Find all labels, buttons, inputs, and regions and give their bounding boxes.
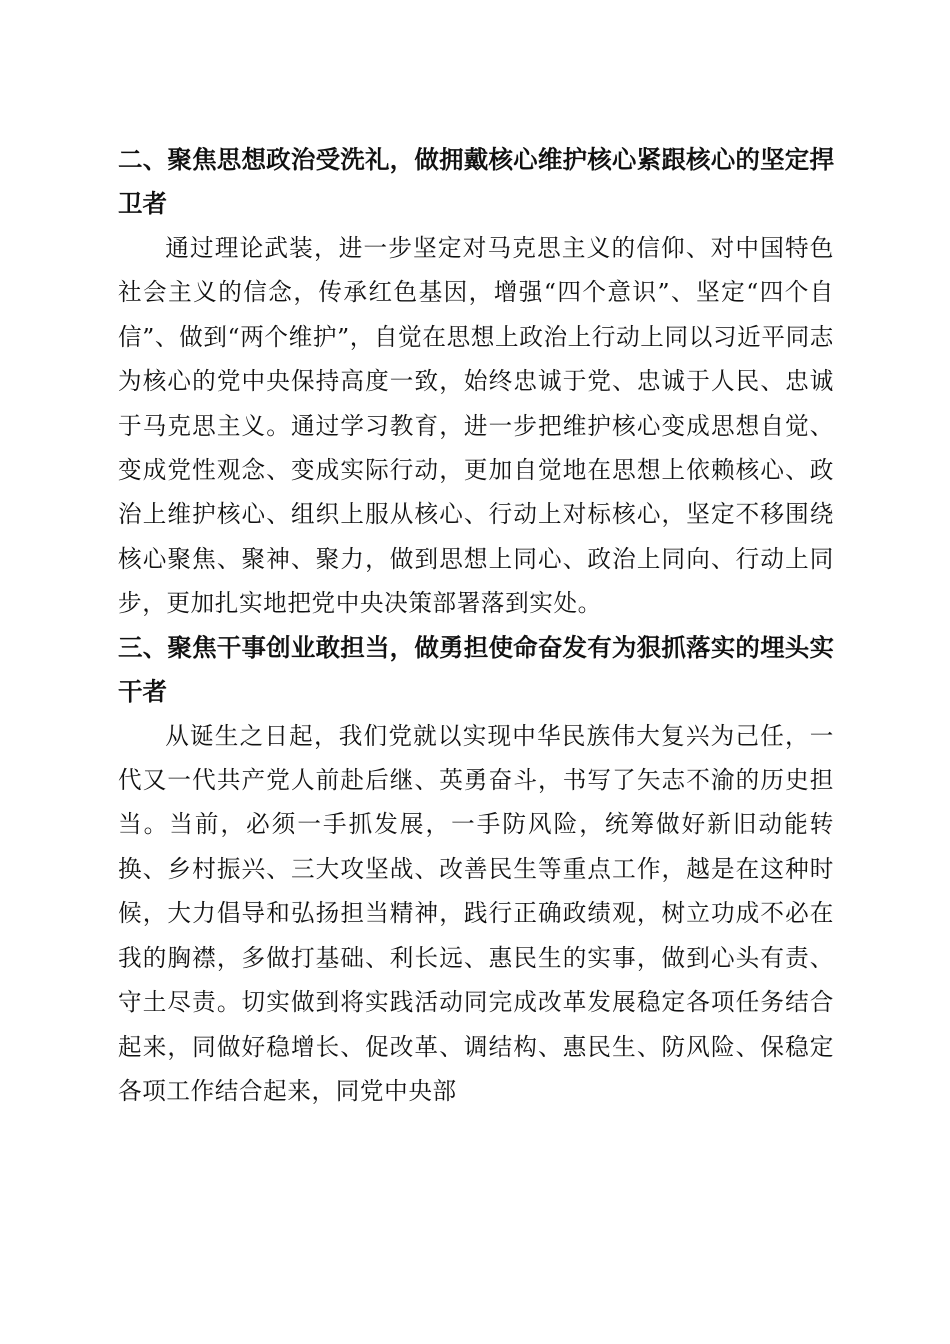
section-three	[118, 626, 834, 1114]
document-page	[118, 138, 834, 1113]
section-two-heading: 二、聚焦思想政治受洗礼，做拥戴核心维护核心紧跟核心的坚定捍卫者	[118, 145, 834, 218]
section-two-paragraph: 通过理论武装，进一步坚定对马克思主义的信仰、对中国特色社会主义的信念，传承红色基因，增强“四个意识”、坚定“四个自信”、做到“两个维护”，自觉在思想上政治上行动上同以习近平同志为核心的党中央保持高度一致，始终忠诚于党、忠诚于人民、忠诚于马克思主义。通过学习教育，进一步把维护核心变成思想自觉、变成党性观念、变成实际行动，更加自觉地在思想上依赖核心、政治上维护核心、组织上服从核心、行动上对标核心，坚定不移围绕核心聚焦、聚神、聚力，做到思想上同心、政治上同向、行动上同步，更加扎实地把党中央决策部署落到实处。	[118, 234, 834, 618]
section-three-paragraph: 从诞生之日起，我们党就以实现中华民族伟大复兴为己任，一代又一代共产党人前赴后继、英勇奋斗，书写了矢志不渝的历史担当。当前，必须一手抓发展，一手防风险，统筹做好新旧动能转换、乡村振兴、三大攻坚战、改善民生等重点工作，越是在这种时候，大力倡导和弘扬担当精神，践行正确政绩观，树立功成不必在我的胸襟，多做打基础、利长远、惠民生的实事，做到心头有责、守土尽责。切实做到将实践活动同完成改革发展稳定各项任务结合起来，同做好稳增长、促改革、调结构、惠民生、防风险、保稳定各项工作结合起来，同党中央部	[118, 721, 834, 1105]
section-three-heading: 三、聚焦干事创业敢担当，做勇担使命奋发有为狠抓落实的埋头实干者	[118, 632, 834, 706]
section-two	[118, 138, 834, 626]
